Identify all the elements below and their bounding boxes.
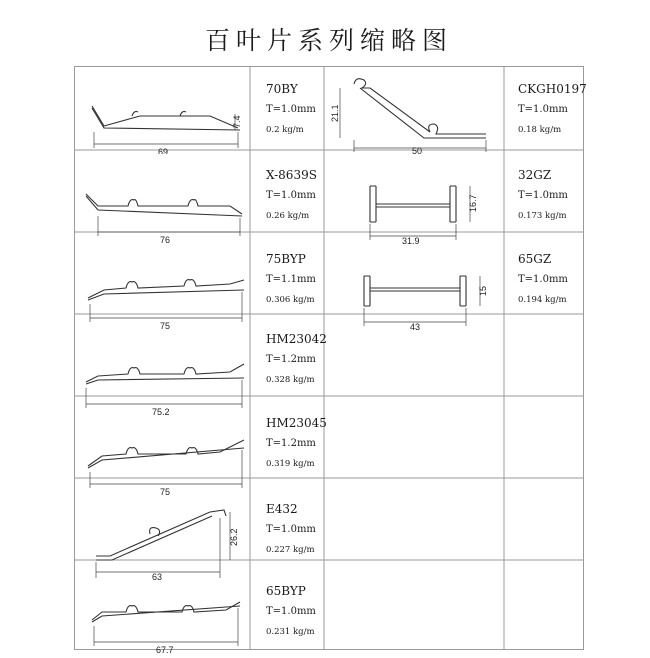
product-code: E432: [266, 502, 298, 516]
dim-height-ckgh0197: 21.1: [330, 104, 340, 122]
thickness: T=1.0mm: [266, 524, 316, 535]
spec-cell-65byp: [266, 584, 316, 637]
thickness: T=1.0mm: [518, 274, 568, 285]
spec-cell-75byp: [266, 252, 316, 305]
dim-width-65gz: 43: [410, 322, 421, 332]
dim-width-ckgh0197: 50: [412, 146, 423, 154]
dim-height-70by: 7.4: [232, 115, 242, 128]
spec-cell-ckgh0197: [518, 82, 587, 135]
profile-drawing-e432: [80, 498, 250, 582]
product-code: CKGH0197: [518, 82, 587, 96]
product-code: 32GZ: [518, 168, 552, 182]
dim-width-32gz-label: 31.9: [402, 236, 420, 246]
spec-cell-x8639s: [266, 168, 317, 221]
dim-width-70by: 69: [158, 147, 169, 154]
product-code: HM23042: [266, 332, 327, 346]
thickness: T=1.0mm: [518, 104, 568, 115]
weight: 0.306 kg/m: [266, 295, 315, 305]
spec-cell-65gz: [518, 252, 568, 305]
profile-drawing-hm23045: [80, 434, 250, 506]
profile-drawing-70by: [80, 76, 250, 154]
page-title: 百叶片系列缩略图: [204, 26, 453, 55]
product-code: 65BYP: [266, 584, 306, 598]
spec-cell-hm23045: [266, 416, 327, 469]
profile-drawing-75byp: [80, 266, 250, 338]
profile-drawing-ckgh0197: [330, 74, 502, 154]
thickness: T=1.2mm: [266, 354, 316, 365]
profile-drawing-65gz: [330, 266, 502, 334]
product-code: 75BYP: [266, 252, 306, 266]
thickness: T=1.0mm: [266, 104, 316, 115]
dim-height-e432: 26.2: [229, 528, 239, 546]
thickness: T=1.0mm: [266, 190, 316, 201]
profile-drawing-hm23042: [80, 352, 250, 424]
thickness: T=1.0mm: [518, 190, 568, 201]
weight: 0.173 kg/m: [518, 211, 567, 221]
weight: 0.194 kg/m: [518, 295, 567, 305]
product-code: 65GZ: [518, 252, 552, 266]
weight: 0.18 kg/m: [518, 125, 562, 135]
dim-width-75byp: 75: [160, 321, 171, 331]
dim-height-32gz: 16.7: [468, 194, 478, 212]
profile-drawing-65byp: [80, 598, 250, 658]
weight: 0.2 kg/m: [266, 125, 304, 135]
spec-cell-hm23042: [266, 332, 327, 385]
spec-cell-e432: [266, 502, 316, 555]
spec-cell-32gz: [518, 168, 568, 221]
dim-width-e432: 63: [152, 572, 163, 582]
dim-width-hm23045: 75: [160, 487, 171, 497]
weight: 0.231 kg/m: [266, 627, 315, 637]
dim-width-hm23042: 75.2: [152, 407, 170, 417]
weight: 0.328 kg/m: [266, 375, 315, 385]
weight: 0.227 kg/m: [266, 545, 315, 555]
profile-drawing-32gz: [330, 180, 502, 248]
thickness: T=1.0mm: [266, 606, 316, 617]
product-code: HM23045: [266, 416, 327, 430]
profile-drawing-x8639s: [80, 176, 250, 248]
weight: 0.26 kg/m: [266, 211, 310, 221]
catalog-sheet: [74, 16, 587, 655]
spec-cell-70by: [266, 82, 316, 135]
product-code: X-8639S: [266, 168, 317, 182]
thickness: T=1.1mm: [266, 274, 316, 285]
thickness: T=1.2mm: [266, 438, 316, 449]
dim-width-65byp: 67.7: [156, 645, 174, 655]
product-code: 70BY: [266, 82, 298, 96]
dim-width-x8639s: 76: [160, 235, 171, 245]
dim-height-65gz: 15: [478, 285, 488, 296]
weight: 0.319 kg/m: [266, 459, 315, 469]
